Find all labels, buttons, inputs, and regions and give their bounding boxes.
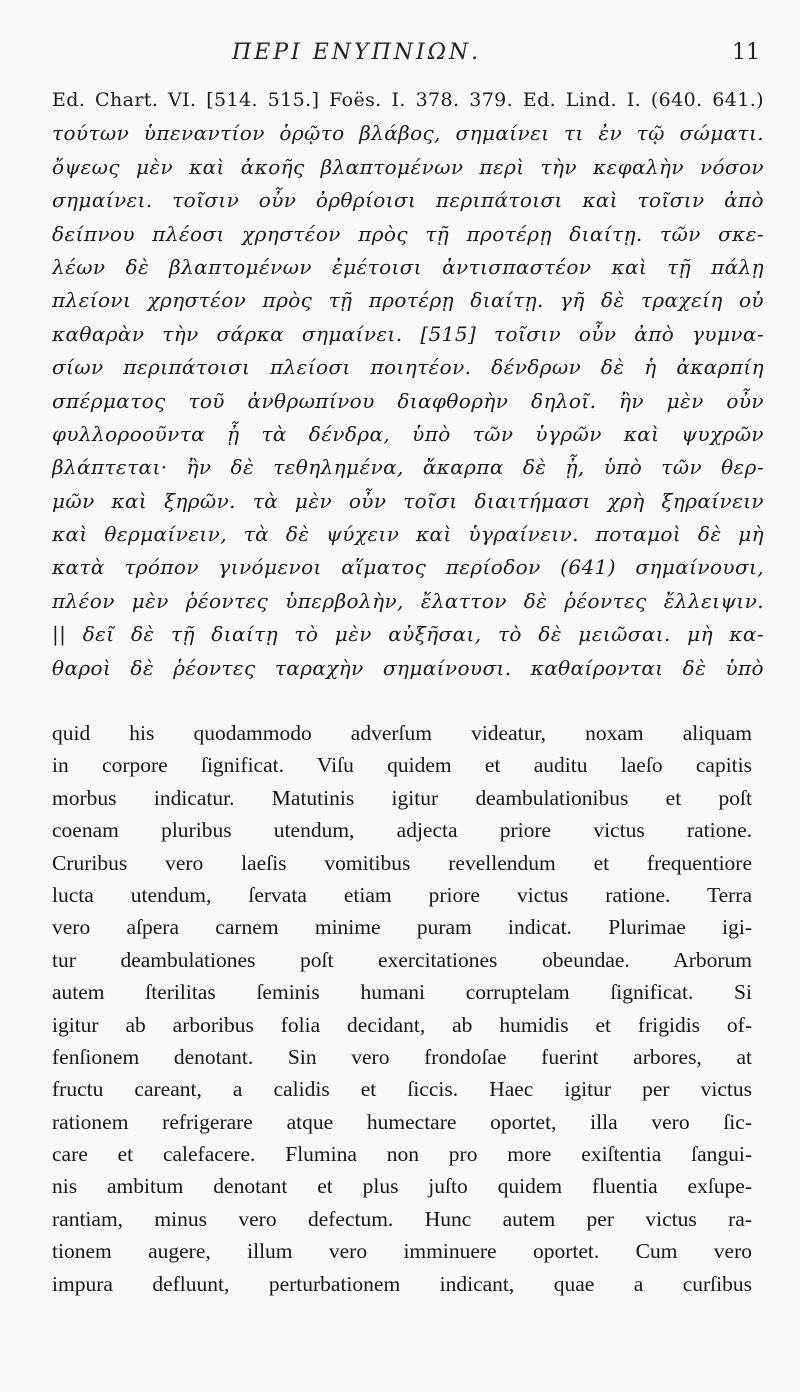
greek-text-block [52,84,764,685]
greek-line: λέων δὲ βλαπτομένων ἐμέτοισι ἀντισπαστέον καὶ τῇ πάλῃ [52,254,764,279]
latin-line: Cruribus vero laeſis vomitibus revellendum et frequentiore [52,850,752,875]
latin-line: rationem refrigerare atque humectare oportet, illa vero ſic- [52,1109,752,1134]
latin-line: autem ſterilitas ſeminis humani corruptelam ſignificat. Si [52,980,752,1005]
latin-line: lucta utendum, ſervata etiam priore victus ratione. Terra [52,882,752,907]
greek-line: πλέον μὲν ῥέοντες ὑπερβολὴν, ἔλαττον δὲ ῥέοντες ἔλλειψιν. [52,588,764,613]
latin-line: coenam pluribus utendum, adjecta priore victus ratione. [52,818,752,843]
greek-line: βλάπτεται· ἢν δὲ τεθηλημένα, ἄκαρπα δὲ ᾖ, ὑπὸ τῶν θερ- [52,455,764,480]
greek-line: καὶ θερμαίνειν, τὰ δὲ ψύχειν καὶ ὑγραίνειν. ποταμοὶ δὲ μὴ [52,522,764,547]
latin-line: in corpore ſignificat. Viſu quidem et auditu laeſo capitis [52,753,752,778]
latin-line: igitur ab arboribus folia decidant, ab humidis et frigidis of- [52,1012,752,1037]
greek-line: || δεῖ δὲ τῇ διαίτῃ τὸ μὲν αὐξῆσαι, τὸ δὲ μειῶσαι. μὴ κα- [52,622,764,647]
greek-line: καθαρὰν τὴν σάρκα σημαίνει. [515] τοῖσιν οὖν ἀπὸ γυμνα- [52,321,764,346]
greek-line: σημαίνει. τοῖσιν οὖν ὀρθρίοισι περιπάτοισι καὶ τοῖσιν ἀπὸ [52,188,764,213]
latin-line: rantiam, minus vero defectum. Hunc autem per victus ra- [52,1206,752,1231]
greek-line: κατὰ τρόπον γινόμενοι αἵματος περίοδον (641) σημαίνουσι, [52,555,764,580]
edition-reference-line: Ed. Chart. VI. [514. 515.] Foës. I. 378. 379. Ed. Lind. I. (640. 641.) [52,89,764,111]
greek-line: δείπνου πλέοσι χρηστέον πρὸς τῇ προτέρῃ διαίτῃ. τῶν σκε- [52,221,764,246]
greek-line: φυλλοροοῦντα ᾖ τὰ δένδρα, ὑπὸ τῶν ὑγρῶν καὶ ψυχρῶν [52,421,764,446]
latin-line: nis ambitum denotant et plus juſto quidem fluentia exſupe- [52,1174,752,1199]
latin-line: tionem augere, illum vero imminuere oportet. Cum vero [52,1239,752,1264]
greek-line: θαροὶ δὲ ῥέοντες ταραχὴν σημαίνουσι. καθαίρονται δὲ ὑπὸ [52,655,764,680]
latin-line: care et calefacere. Flumina non pro more exiſtentia ſangui- [52,1142,752,1167]
latin-line: vero aſpera carnem minime puram indicat. Plurimae igi- [52,915,752,940]
running-title: ΠΕΡΙ ΕΝΥΠΝΙΩΝ. [232,40,482,65]
greek-line: τούτων ὑπεναντίον ὁρῷτο βλάβος, σημαίνει τι ἐν τῷ σώματι. [52,121,764,146]
page-number: 11 [732,40,760,65]
latin-line: impura defluunt, perturbationem indicant, quae a curſibus [52,1271,752,1296]
greek-line: ὄψεως μὲν καὶ ἀκοῆς βλαπτομένων περὶ τὴν κεφαλὴν νόσον [52,154,764,179]
greek-line: σπέρματος τοῦ ἀνθρωπίνου διαφθορὴν δηλοῖ. ἢν μὲν οὖν [52,388,764,413]
latin-line: fructu careant, a calidis et ſiccis. Haec igitur per victus [52,1077,752,1102]
greek-line: πλείονι χρηστέον πρὸς τῇ προτέρῃ διαίτῃ. γῆ δὲ τραχείη οὐ [52,288,764,313]
greek-line: μῶν καὶ ξηρῶν. τὰ μὲν οὖν τοῖσι διαιτήμασι χρὴ ξηραίνειν [52,488,764,513]
running-head [0,40,800,76]
latin-translation-block [52,717,752,1300]
latin-line: tur deambulationes poſt exercitationes obeundae. Arborum [52,947,752,972]
latin-line: fenſionem denotant. Sin vero frondoſae fuerint arbores, at [52,1044,752,1069]
greek-line: σίων περιπάτοισι πλείοσι ποιητέον. δένδρων δὲ ἡ ἀκαρπίη [52,355,764,380]
latin-line: quid his quodammodo adverſum videatur, noxam aliquam [52,721,752,745]
latin-line: morbus indicatur. Matutinis igitur deambulationibus et poſt [52,785,752,810]
